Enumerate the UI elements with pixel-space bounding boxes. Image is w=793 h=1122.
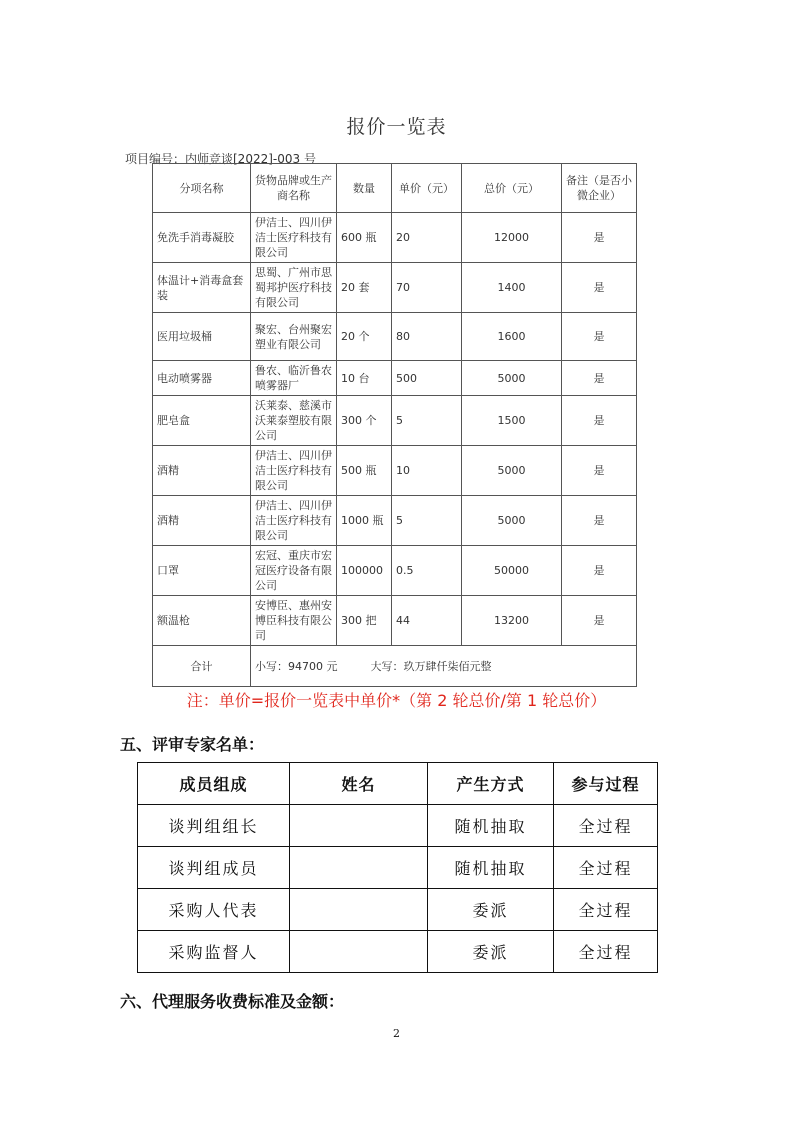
- quote-header-cell: 货物品牌或生产商名称: [251, 164, 337, 213]
- section-5-title: 五、评审专家名单：: [120, 735, 265, 754]
- item-brand: 沃莱泰、慈溪市沃莱泰塑胶有限公司: [251, 396, 337, 446]
- expert-row: [138, 847, 658, 889]
- item-remark: 是: [562, 496, 637, 546]
- item-name: 额温枪: [153, 596, 251, 646]
- item-remark: 是: [562, 596, 637, 646]
- item-brand: 宏冠、重庆市宏冠医疗设备有限公司: [251, 546, 337, 596]
- expert-header-cell: 参与过程: [554, 763, 658, 805]
- expert-name: [290, 847, 428, 889]
- expert-table: [137, 762, 658, 973]
- expert-method: 委派: [428, 931, 554, 973]
- quote-row: [153, 396, 637, 446]
- quote-header-cell: 数量: [337, 164, 392, 213]
- project-number: 项目编号：内师竞谈[2022]-003 号: [125, 152, 316, 166]
- item-total: 13200: [462, 596, 562, 646]
- item-brand: 聚宏、台州聚宏塑业有限公司: [251, 313, 337, 361]
- item-total: 1600: [462, 313, 562, 361]
- item-name: 酒精: [153, 496, 251, 546]
- item-qty: 300 把: [337, 596, 392, 646]
- item-brand: 伊洁士、四川伊洁士医疗科技有限公司: [251, 446, 337, 496]
- item-name: 体温计+消毒盒套装: [153, 263, 251, 313]
- item-remark: 是: [562, 396, 637, 446]
- quote-title: 报价一览表: [346, 116, 447, 138]
- item-remark: 是: [562, 263, 637, 313]
- item-unit-price: 500: [392, 361, 462, 396]
- expert-role: 谈判组成员: [138, 847, 290, 889]
- expert-row: [138, 889, 658, 931]
- item-qty: 20 个: [337, 313, 392, 361]
- expert-name: [290, 931, 428, 973]
- quote-header-cell: 备注（是否小微企业）: [562, 164, 637, 213]
- item-remark: 是: [562, 213, 637, 263]
- total-big: 大写：玖万肆仟柒佰元整: [370, 659, 492, 673]
- item-brand: 思蜀、广州市思蜀邦护医疗科技有限公司: [251, 263, 337, 313]
- item-name: 口罩: [153, 546, 251, 596]
- item-name: 电动喷雾器: [153, 361, 251, 396]
- quote-header-cell: 单价（元）: [392, 164, 462, 213]
- item-total: 50000: [462, 546, 562, 596]
- item-remark: 是: [562, 361, 637, 396]
- item-unit-price: 5: [392, 396, 462, 446]
- price-note: 注：单价=报价一览表中单价*（第 2 轮总价/第 1 轮总价）: [186, 691, 607, 710]
- expert-role: 谈判组组长: [138, 805, 290, 847]
- total-amounts: [251, 646, 637, 687]
- item-brand: 伊洁士、四川伊洁士医疗科技有限公司: [251, 213, 337, 263]
- expert-row: [138, 805, 658, 847]
- item-qty: 100000: [337, 546, 392, 596]
- quote-row: [153, 446, 637, 496]
- item-qty: 20 套: [337, 263, 392, 313]
- expert-header-cell: 姓名: [290, 763, 428, 805]
- item-total: 5000: [462, 361, 562, 396]
- expert-method: 随机抽取: [428, 847, 554, 889]
- item-unit-price: 5: [392, 496, 462, 546]
- item-total: 5000: [462, 446, 562, 496]
- item-qty: 500 瓶: [337, 446, 392, 496]
- item-total: 5000: [462, 496, 562, 546]
- item-name: 免洗手消毒凝胶: [153, 213, 251, 263]
- expert-method: 委派: [428, 889, 554, 931]
- expert-header-cell: 产生方式: [428, 763, 554, 805]
- quote-row: [153, 213, 637, 263]
- item-qty: 300 个: [337, 396, 392, 446]
- item-remark: 是: [562, 546, 637, 596]
- item-total: 1500: [462, 396, 562, 446]
- expert-process: 全过程: [554, 847, 658, 889]
- section-6-title: 六、代理服务收费标准及金额：: [120, 992, 345, 1011]
- total-small: 小写：94700 元: [255, 659, 338, 673]
- expert-header-cell: 成员组成: [138, 763, 290, 805]
- item-unit-price: 0.5: [392, 546, 462, 596]
- item-qty: 10 台: [337, 361, 392, 396]
- item-name: 酒精: [153, 446, 251, 496]
- expert-row: [138, 931, 658, 973]
- quote-header-cell: 总价（元）: [462, 164, 562, 213]
- page-number: 2: [393, 1027, 400, 1040]
- total-label: 合计: [153, 646, 251, 687]
- item-unit-price: 20: [392, 213, 462, 263]
- quote-row: [153, 496, 637, 546]
- item-unit-price: 70: [392, 263, 462, 313]
- quote-row: [153, 313, 637, 361]
- item-brand: 鲁农、临沂鲁农喷雾器厂: [251, 361, 337, 396]
- quote-total-row: [153, 646, 637, 687]
- item-qty: 1000 瓶: [337, 496, 392, 546]
- item-remark: 是: [562, 446, 637, 496]
- quote-row: [153, 361, 637, 396]
- quote-row: [153, 263, 637, 313]
- item-brand: 伊洁士、四川伊洁士医疗科技有限公司: [251, 496, 337, 546]
- expert-name: [290, 889, 428, 931]
- item-name: 医用垃圾桶: [153, 313, 251, 361]
- item-unit-price: 10: [392, 446, 462, 496]
- expert-method: 随机抽取: [428, 805, 554, 847]
- quote-header-cell: 分项名称: [153, 164, 251, 213]
- quote-table: [152, 163, 637, 687]
- item-unit-price: 44: [392, 596, 462, 646]
- item-qty: 600 瓶: [337, 213, 392, 263]
- item-total: 1400: [462, 263, 562, 313]
- item-name: 肥皂盒: [153, 396, 251, 446]
- item-unit-price: 80: [392, 313, 462, 361]
- item-brand: 安博臣、惠州安博臣科技有限公司: [251, 596, 337, 646]
- expert-role: 采购监督人: [138, 931, 290, 973]
- expert-name: [290, 805, 428, 847]
- quote-header-row: [153, 164, 637, 213]
- expert-role: 采购人代表: [138, 889, 290, 931]
- expert-process: 全过程: [554, 889, 658, 931]
- item-remark: 是: [562, 313, 637, 361]
- quote-row: [153, 596, 637, 646]
- quote-row: [153, 546, 637, 596]
- expert-header-row: [138, 763, 658, 805]
- expert-process: 全过程: [554, 931, 658, 973]
- item-total: 12000: [462, 213, 562, 263]
- expert-process: 全过程: [554, 805, 658, 847]
